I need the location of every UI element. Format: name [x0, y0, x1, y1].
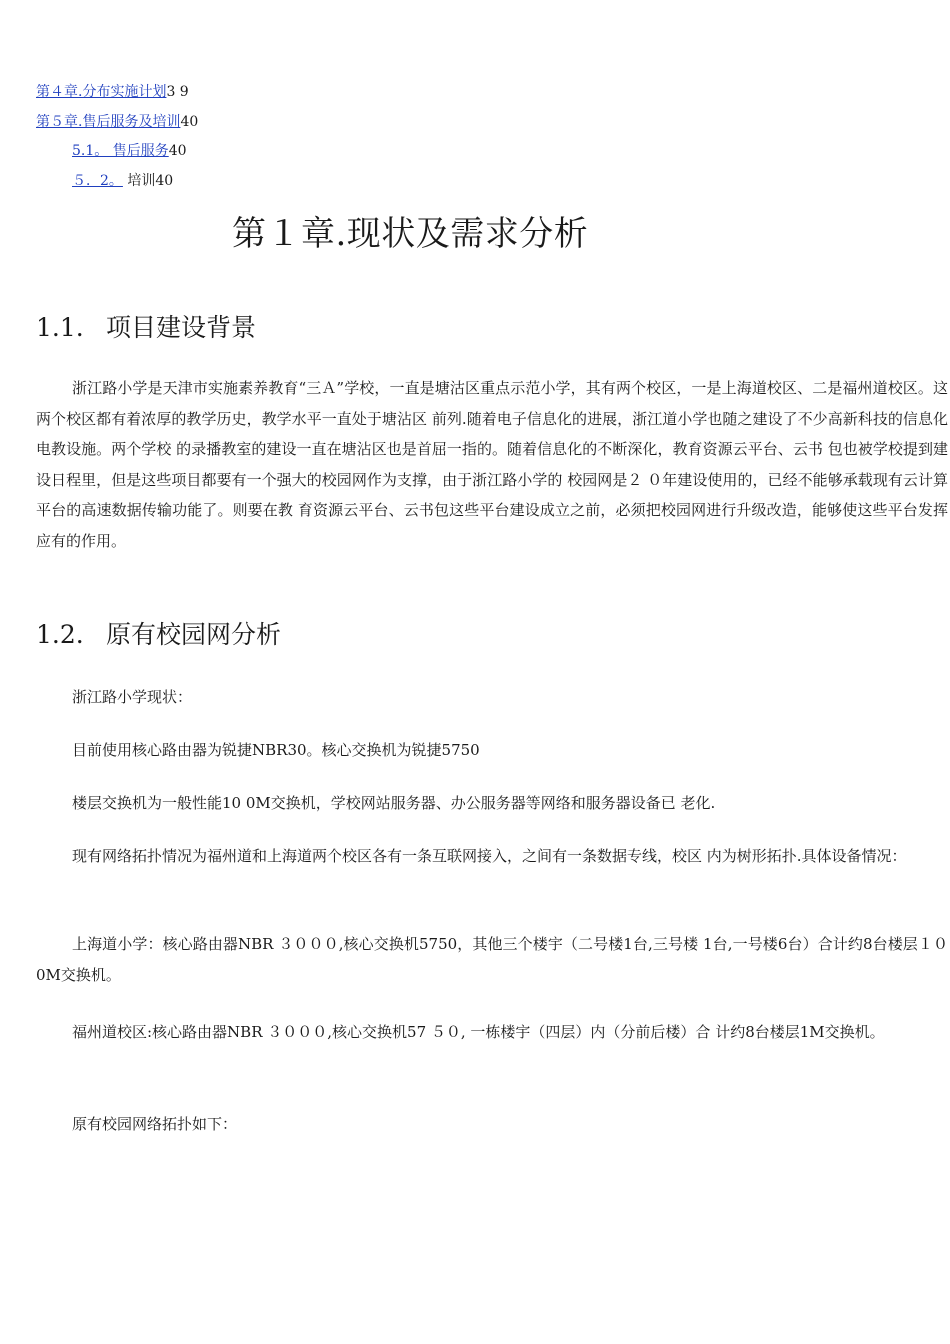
fuzhou-campus-paragraph: 福州道校区:核心路由器NBR ３０００,核心交换机57 ５０, 一栋楼宇（四层）内（分前后楼）合 计约8台楼层1M交换机。: [72, 1023, 885, 1041]
toc-page-number: 40: [180, 113, 199, 130]
table-of-contents: [36, 78, 198, 196]
section-title: 原有校园网分析: [106, 620, 282, 649]
section-title: 项目建设背景: [106, 313, 257, 342]
router-paragraph: 目前使用核心路由器为锐捷NBR30。核心交换机为锐捷5750: [72, 741, 480, 759]
toc-entry-section-5-1: [36, 137, 198, 167]
topology-intro-paragraph: 原有校园网络拓扑如下：: [72, 1115, 238, 1133]
section-number: 1.1.: [36, 313, 84, 342]
background-paragraph: 浙江路小学是天津市实施素养教育“三Ａ”学校，一直是塘沽区重点示范小学，其有两个校区，一是上海道校区、二是福州道校区。这两个校区都有着浓厚的教学历史，教学水平一直处于塘沾区 前列.随着电子信息化的进展，浙江道小学也随之建设了不少高新科技的信息化电教设施。两个学校 的录播教室的建设一直在塘沾区也是首屈一指的。随着信息化的不断深化，教育资源云平台、云书 包也被学校提到建设日程里，但是这些项目都要有一个强大的校园网作为支撑，由于浙江路小学的 校园网是２ ０年建设使用的，已经不能够承载现有云计算平台的高速数据传输功能了。则要在教 育资源云平台、云书包这些平台建设成立之前，必须把校园网进行升级改造，能够使这些平台发挥 应有的作用。: [36, 379, 948, 550]
topology-paragraph: 现有网络拓扑情况为福州道和上海道两个校区各有一条互联网接入，之间有一条数据专线，校区 内为树形拓扑.具体设备情况：: [72, 847, 907, 865]
shanghai-campus-paragraph: 上海道小学：核心路由器NBR ３０００,核心交换机5750，其他三个楼宇（二号楼1台,三号楼 1台,一号楼6台）合计约8台楼层１０0M交换机。: [36, 935, 948, 984]
toc-link-chapter-4[interactable]: 第４章.分布实施计划: [36, 84, 167, 100]
toc-page-number: 40: [168, 143, 187, 159]
toc-entry-section-5-2: [36, 167, 198, 197]
section-heading-1-2: [36, 615, 281, 651]
toc-entry-chapter-5: [36, 108, 198, 138]
status-paragraph: 浙江路小学现状：: [72, 688, 193, 706]
toc-entry-chapter-4: [36, 78, 198, 108]
toc-page-number: 培训40: [127, 172, 174, 189]
chapter-title: 第１章.现状及需求分析: [232, 214, 589, 254]
toc-link-section-5-2[interactable]: ５．2。: [72, 172, 123, 189]
toc-link-chapter-5[interactable]: 第５章.售后服务及培训: [36, 113, 181, 130]
section-number: 1.2.: [36, 620, 84, 649]
floor-switch-paragraph: 楼层交换机为一般性能10 0M交换机，学校网站服务器、办公服务器等网络和服务器设备已 老化.: [72, 794, 716, 812]
toc-page-number: 3 9: [166, 84, 189, 100]
section-heading-1-1: [36, 308, 256, 344]
toc-link-section-5-1[interactable]: 5.1。 售后服务: [72, 143, 169, 159]
